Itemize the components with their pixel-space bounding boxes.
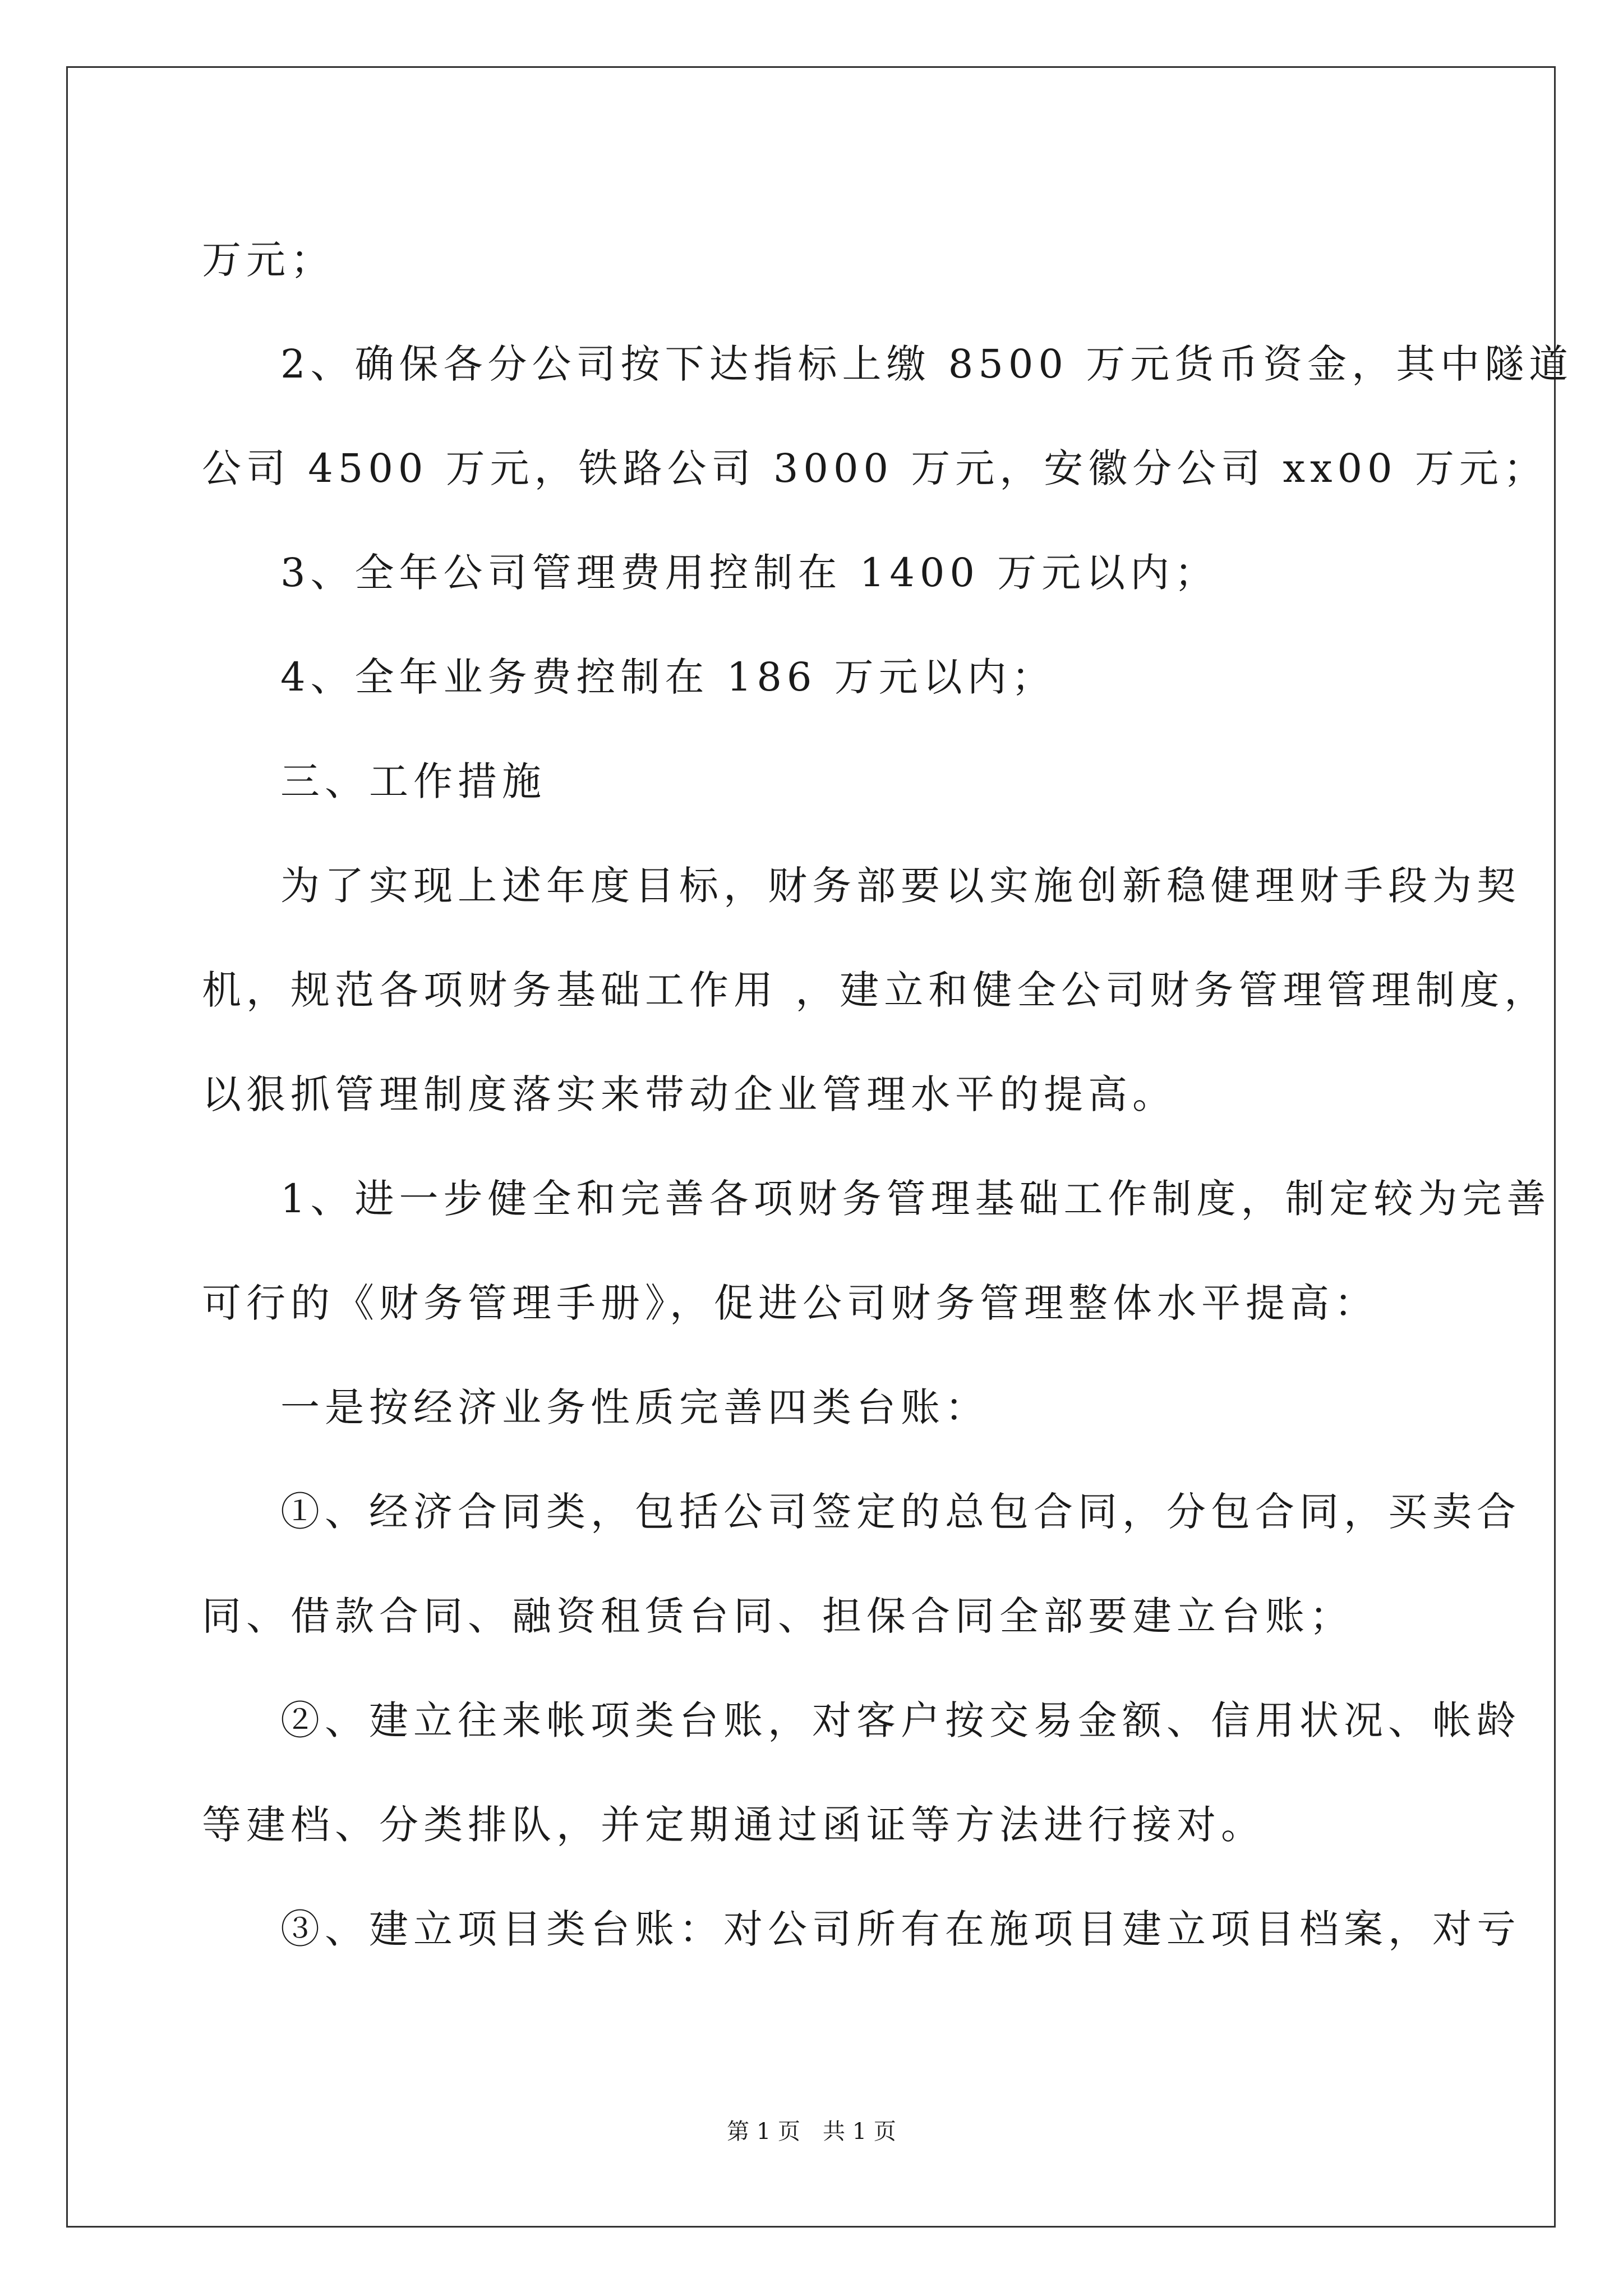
paragraph-line: 2、确保各分公司按下达指标上缴 8500 万元货币资金，其中隧道 xyxy=(280,341,1574,387)
paragraph-line: ③、建立项目类台账：对公司所有在施项目建立项目档案，对亏 xyxy=(280,1906,1521,1952)
paragraph-line: 为了实现上述年度目标，财务部要以实施创新稳健理财手段为契 xyxy=(280,863,1521,909)
paragraph-line: 等建档、分类排队，并定期通过函证等方法进行接对。 xyxy=(202,1802,1265,1848)
page-number-footer: 第 1 页 共 1 页 xyxy=(727,2119,896,2145)
paragraph-line: 可行的《财务管理手册》，促进公司财务管理整体水平提高： xyxy=(202,1280,1378,1326)
paragraph-line: 4、全年业务费控制在 186 万元以内； xyxy=(280,654,1056,700)
paragraph-line: 3、全年公司管理费用控制在 1400 万元以内； xyxy=(280,550,1219,596)
paragraph-line: 机，规范各项财务基础工作用 ，建立和健全公司财务管理管理制度， xyxy=(202,967,1549,1013)
paragraph-line: 万元； xyxy=(202,237,335,283)
paragraph-line: 一是按经济业务性质完善四类台账： xyxy=(280,1384,989,1430)
paragraph-line: ②、建立往来帐项类台账，对客户按交易金额、信用状况、帐龄 xyxy=(280,1697,1521,1743)
document-body xyxy=(202,208,1574,1981)
paragraph-line: 同、借款合同、融资租赁台同、担保合同全部要建立台账； xyxy=(202,1593,1354,1639)
paragraph-line: 公司 4500 万元，铁路公司 3000 万元，安徽分公司 xx00 万元； xyxy=(202,445,1548,491)
paragraph-line: 以狠抓管理制度落实来带动企业管理水平的提高。 xyxy=(202,1071,1177,1117)
section-heading: 三、工作措施 xyxy=(280,758,546,804)
paragraph-line: ①、经济合同类，包括公司签定的总包合同，分包合同，买卖合 xyxy=(280,1489,1521,1535)
paragraph-line: 1、进一步健全和完善各项财务管理基础工作制度，制定较为完善 xyxy=(280,1176,1551,1222)
